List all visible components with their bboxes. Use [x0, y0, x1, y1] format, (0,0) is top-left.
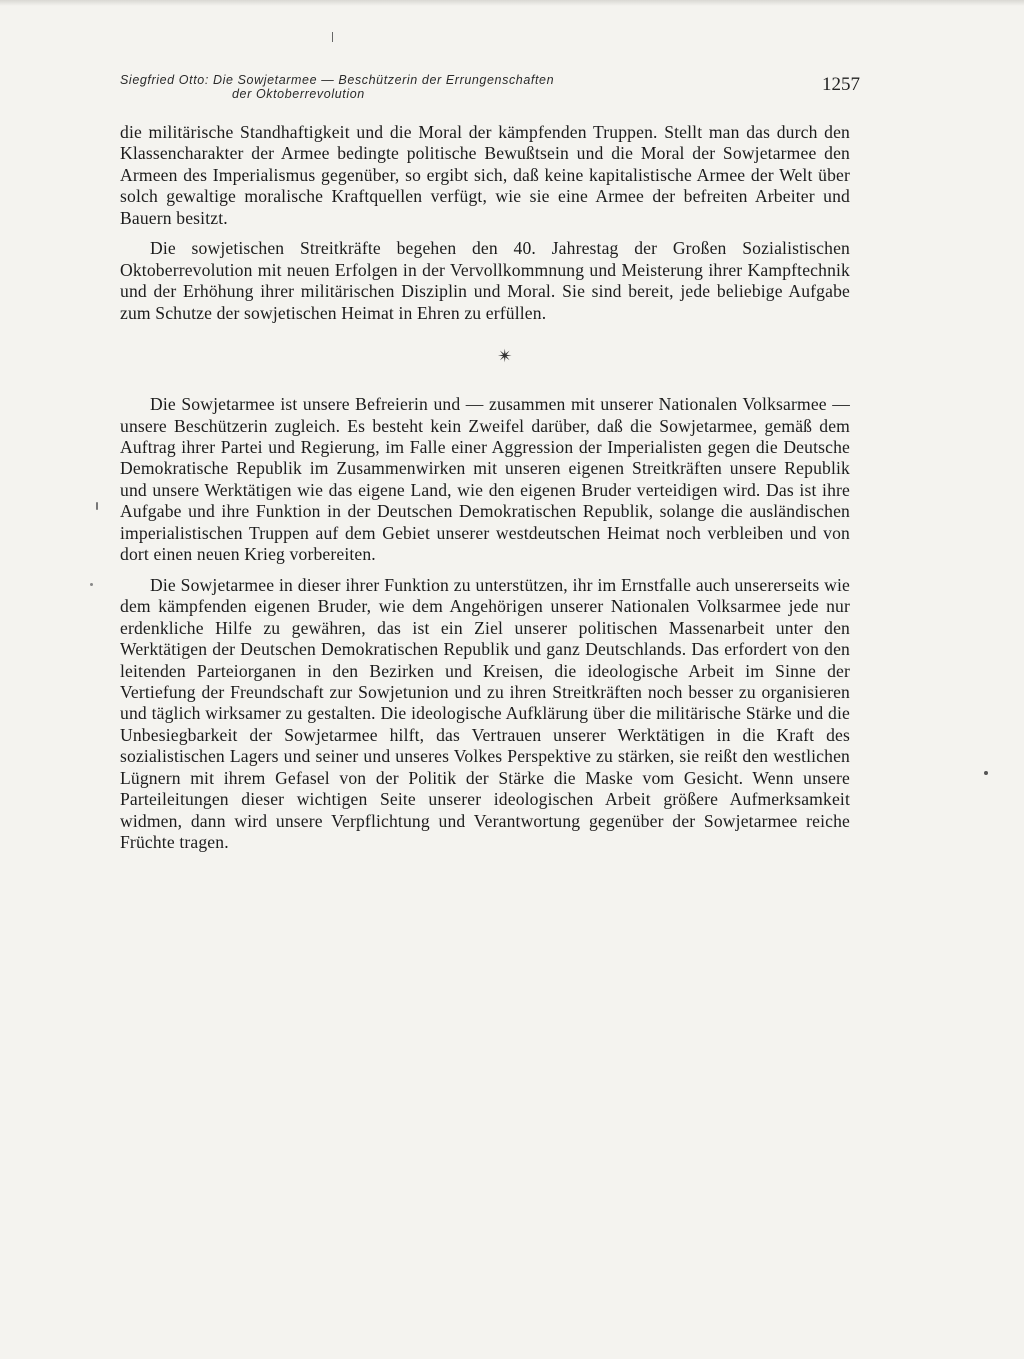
- running-header: [120, 73, 860, 109]
- section-separator: [120, 345, 850, 367]
- paragraph: Die Sowjetarmee in dieser ihrer Funktion zu unterstützen, ihr im Ernstfalle auch unsererseits wie dem kämpfenden eigenen Bruder, wie dem Angehörigen unserer Nationalen Volksarmee jede nur erdenkliche Hilfe zu gewähren, das ist ein Ziel unserer politischen Massenarbeit unter den Werktätigen der Deutschen Demokratischen Republik und ganz Deutschlands. Das erfordert von den leitenden Parteiorganen in den Bezirken und Kreisen, die ideologische Arbeit im Sinne der Vertiefung der Freundschaft zur Sowjetunion und zu ihren Streitkräften noch besser zu organisieren und täglich wirksamer zu gestalten. Die ideologische Aufklärung über die militärische Stärke und die Unbesiegbarkeit der Sowjetarmee hilft, das Vertrauen unserer Werktätigen in die Kraft des sozialistischen Lagers und seiner und unseres Volkes Perspektive zu stärken, sie reißt den westlichen Lügnern mit ihrem Gefasel von der Politik der Stärke die Maske vom Gesicht. Wenn unsere Parteileitungen dieser wichtigen Seite unserer ideologischen Arbeit größere Aufmerksamkeit widmen, dann wird unsere Verpflichtung und Verantwortung gegenüber der Sowjetarmee reiche Früchte tragen.: [120, 574, 850, 853]
- scan-speck: [984, 771, 988, 775]
- header-title-line1: Siegfried Otto: Die Sowjetarmee — Beschützerin der Errungenschaften: [120, 73, 555, 87]
- paragraph: Die sowjetischen Streitkräfte begehen den 40. Jahrestag der Großen Sozialistischen Oktoberrevolution mit neuen Erfolgen in der Vervollkommnung und Meisterung ihrer Kampftechnik und der Erhöhung ihrer militärischen Disziplin und Moral. Sie sind bereit, jede beliebige Aufgabe zum Schutze der sowjetischen Heimat in Ehren zu erfüllen.: [120, 238, 850, 323]
- paragraph-continuation: die militärische Standhaftigkeit und die Moral der kämpfenden Truppen. Stellt man das durch den Klassencharakter der Armee bedingte politische Bewußtsein und die Moral der Sowjetarmee den Armeen des Imperialismus gegenüber, so ergibt sich, daß keine kapitalistische Armee der Welt über solch gewaltige moralische Kraftquellen verfügt, wie sie eine Armee der befreiten Arbeiter und Bauern besitzt.: [120, 122, 850, 228]
- body-text: [120, 122, 850, 854]
- star-icon: ✴: [497, 346, 513, 367]
- scan-speck: [90, 583, 93, 586]
- scan-speck: [96, 502, 98, 510]
- header-title-line2: der Oktoberrevolution: [232, 87, 365, 101]
- page-number: 1257: [822, 74, 860, 95]
- paragraph: Die Sowjetarmee ist unsere Befreierin und — zusammen mit unserer Nationalen Volksarmee — unsere Beschützerin zugleich. Es besteht kein Zweifel darüber, daß die Sowjetarmee, gemäß dem Auftrag ihrer Partei und Regierung, im Falle einer Aggression der Imperialisten gegen die Deutsche Demokratische Republik im Zusammenwirken mit unseren eigenen Streitkräften unsere Republik und unsere Werktätigen wie das eigene Land, wie den eigenen Bruder verteidigen wird. Das ist ihre Aufgabe und ihre Funktion in der Deutschen Demokratischen Republik, solange die ausländischen imperialistischen Truppen auf dem Gebiet unserer westdeutschen Heimat noch verbleiben und von dort einen neuen Krieg vorbereiten.: [120, 394, 850, 565]
- header-title: [120, 73, 680, 101]
- page-edge: [0, 0, 1024, 6]
- scan-speck: [332, 32, 333, 42]
